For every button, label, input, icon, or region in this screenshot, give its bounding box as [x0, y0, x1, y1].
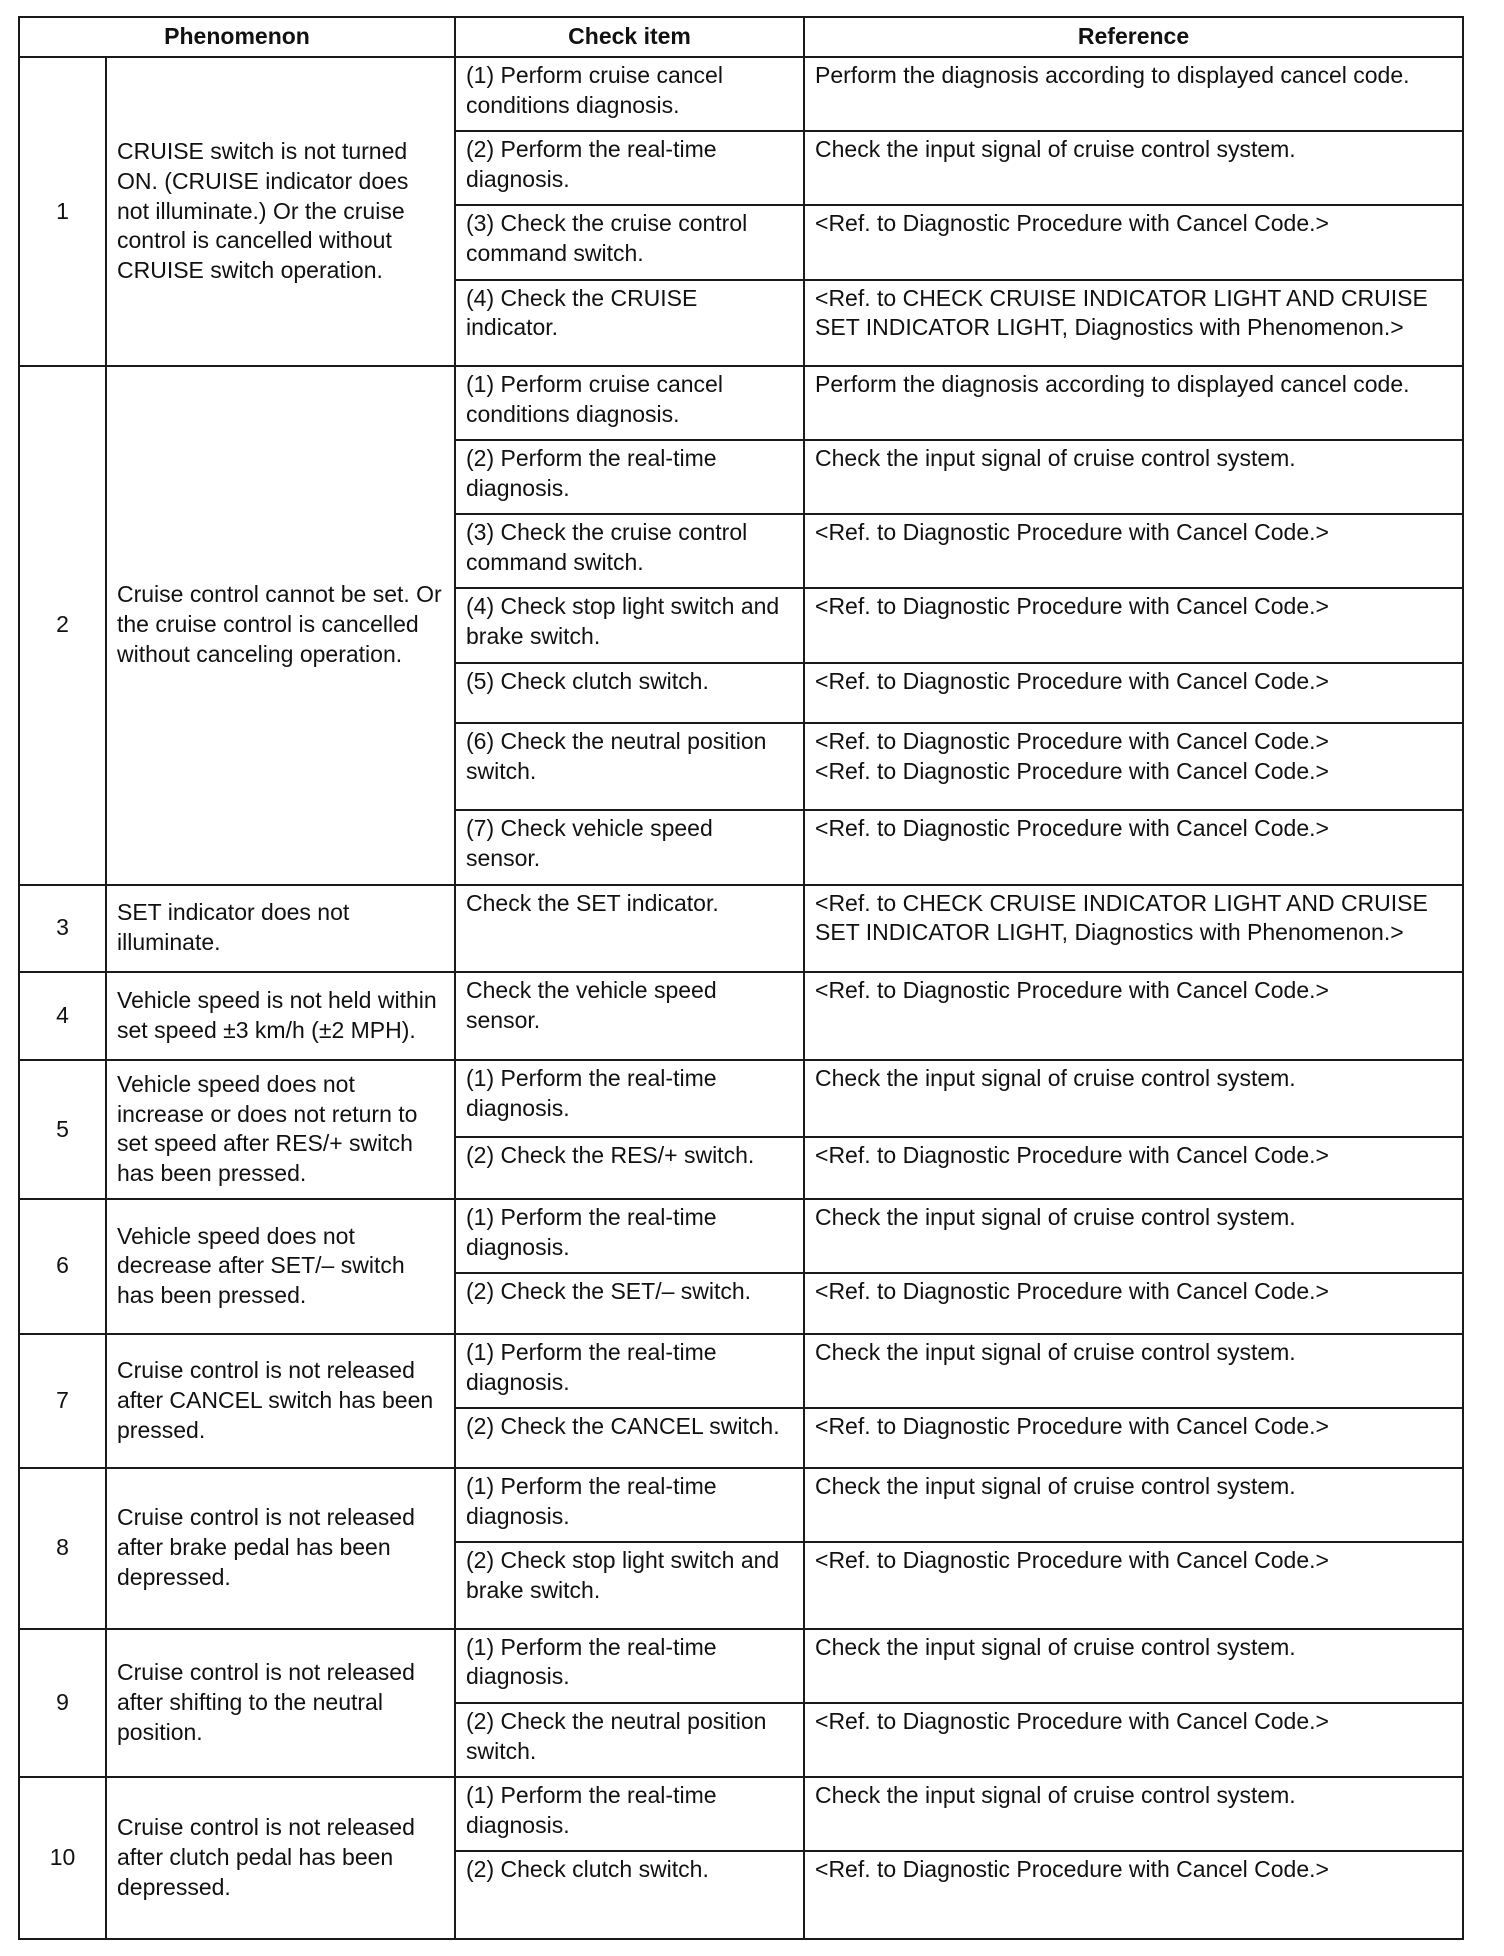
- reference-cell: [804, 810, 1463, 884]
- header-row: [19, 17, 1463, 57]
- phenomenon-cell: CRUISE switch is not turned ON. (CRUISE indicator does not illuminate.) Or the cruise control is cancelled without CRUISE switch operation.: [106, 57, 455, 366]
- row-number: 6: [19, 1199, 106, 1333]
- check-item-cell: Check the vehicle speed sensor.: [455, 972, 804, 1060]
- row-number: 5: [19, 1060, 106, 1200]
- table-row: [19, 1629, 1463, 1703]
- check-item-cell: (2) Check stop light switch and brake switch.: [455, 1542, 804, 1628]
- check-item-cell: (3) Check the cruise control command switch.: [455, 514, 804, 588]
- row-number: 1: [19, 57, 106, 366]
- table-row: [19, 57, 1463, 131]
- reference-cell: [804, 514, 1463, 588]
- table-row: [19, 366, 1463, 440]
- reference-text: Check the input signal of cruise control system.: [815, 445, 1296, 472]
- reference-text: <Ref. to Diagnostic Procedure with Cancel Code.>: [815, 1547, 1329, 1574]
- check-item-cell: (3) Check the cruise control command switch.: [455, 205, 804, 279]
- reference-cell: [804, 1408, 1463, 1468]
- header-phenomenon: Phenomenon: [19, 17, 455, 57]
- reference-cell: [804, 366, 1463, 440]
- reference-text: Check the input signal of cruise control system.: [815, 1781, 1296, 1808]
- reference-cell: [804, 131, 1463, 205]
- phenomenon-cell: Vehicle speed is not held within set speed ±3 km/h (±2 MPH).: [106, 972, 455, 1060]
- reference-text: <Ref. to CHECK CRUISE INDICATOR LIGHT AND CRUISE SET INDICATOR LIGHT, Diagnostics with Phenomenon.>: [815, 889, 1428, 946]
- reference-text: <Ref. to Diagnostic Procedure with Cancel Code.>: [815, 977, 1329, 1004]
- reference-text: <Ref. to Diagnostic Procedure with Cancel Code.>: [815, 757, 1329, 784]
- reference-text: Check the input signal of cruise control system.: [815, 1064, 1296, 1091]
- check-item-cell: (2) Perform the real-time diagnosis.: [455, 131, 804, 205]
- check-item-cell: (1) Perform cruise cancel conditions diagnosis.: [455, 57, 804, 131]
- check-item-cell: (2) Check the RES/+ switch.: [455, 1137, 804, 1200]
- table-row: [19, 1199, 1463, 1273]
- reference-text: <Ref. to Diagnostic Procedure with Cancel Code.>: [815, 1278, 1329, 1305]
- reference-cell: [804, 1851, 1463, 1939]
- reference-text: Check the input signal of cruise control system.: [815, 1472, 1296, 1499]
- table-row: [19, 972, 1463, 1060]
- reference-text: <Ref. to Diagnostic Procedure with Cancel Code.>: [815, 727, 1329, 754]
- phenomenon-cell: Vehicle speed does not increase or does not return to set speed after RES/+ switch has been pressed.: [106, 1060, 455, 1200]
- reference-cell: [804, 723, 1463, 811]
- phenomenon-cell: Cruise control cannot be set. Or the cruise control is cancelled without canceling operation.: [106, 366, 455, 885]
- row-number: 3: [19, 885, 106, 973]
- reference-text: Check the input signal of cruise control system.: [815, 136, 1296, 163]
- check-item-cell: Check the SET indicator.: [455, 885, 804, 973]
- reference-text: <Ref. to Diagnostic Procedure with Cancel Code.>: [815, 593, 1329, 620]
- phenomenon-cell: Cruise control is not released after brake pedal has been depressed.: [106, 1468, 455, 1629]
- reference-cell: [804, 1629, 1463, 1703]
- header-check-item: Check item: [455, 17, 804, 57]
- diagnosis-table: [18, 16, 1464, 1940]
- check-item-cell: (4) Check the CRUISE indicator.: [455, 280, 804, 366]
- reference-cell: [804, 1199, 1463, 1273]
- check-item-cell: (2) Check the SET/– switch.: [455, 1273, 804, 1333]
- reference-cell: [804, 588, 1463, 662]
- check-item-cell: (4) Check stop light switch and brake switch.: [455, 588, 804, 662]
- row-number: 8: [19, 1468, 106, 1629]
- check-item-cell: (1) Perform cruise cancel conditions diagnosis.: [455, 366, 804, 440]
- check-item-cell: (7) Check vehicle speed sensor.: [455, 810, 804, 884]
- reference-text: <Ref. to Diagnostic Procedure with Cancel Code.>: [815, 1141, 1329, 1168]
- reference-text: Check the input signal of cruise control system.: [815, 1204, 1296, 1231]
- row-number: 7: [19, 1334, 106, 1468]
- reference-cell: [804, 885, 1463, 973]
- table-row: [19, 1468, 1463, 1542]
- reference-text: Perform the diagnosis according to displayed cancel code.: [815, 62, 1410, 88]
- reference-text: <Ref. to Diagnostic Procedure with Cancel Code.>: [815, 815, 1329, 842]
- reference-text: <Ref. to Diagnostic Procedure with Cancel Code.>: [815, 1412, 1329, 1439]
- row-number: 9: [19, 1629, 106, 1777]
- reference-cell: [804, 1137, 1463, 1200]
- check-item-cell: (1) Perform the real-time diagnosis.: [455, 1629, 804, 1703]
- header-reference: Reference: [804, 17, 1463, 57]
- reference-text: <Ref. to Diagnostic Procedure with Cancel Code.>: [815, 1707, 1329, 1734]
- reference-text: <Ref. to Diagnostic Procedure with Cancel Code.>: [815, 519, 1329, 546]
- reference-cell: [804, 1060, 1463, 1137]
- phenomenon-cell: Cruise control is not released after CANCEL switch has been pressed.: [106, 1334, 455, 1468]
- reference-cell: [804, 205, 1463, 279]
- reference-text: <Ref. to Diagnostic Procedure with Cancel Code.>: [815, 667, 1329, 694]
- check-item-cell: (1) Perform the real-time diagnosis.: [455, 1468, 804, 1542]
- reference-cell: [804, 663, 1463, 723]
- check-item-cell: (1) Perform the real-time diagnosis.: [455, 1334, 804, 1408]
- check-item-cell: (6) Check the neutral position switch.: [455, 723, 804, 811]
- table-row: [19, 1060, 1463, 1137]
- reference-cell: [804, 280, 1463, 366]
- table-row: [19, 1334, 1463, 1408]
- phenomenon-cell: SET indicator does not illuminate.: [106, 885, 455, 973]
- check-item-cell: (1) Perform the real-time diagnosis.: [455, 1777, 804, 1851]
- row-number: 4: [19, 972, 106, 1060]
- check-item-cell: (2) Perform the real-time diagnosis.: [455, 440, 804, 514]
- reference-text: <Ref. to Diagnostic Procedure with Cancel Code.>: [815, 210, 1329, 237]
- reference-cell: [804, 57, 1463, 131]
- reference-cell: [804, 1273, 1463, 1333]
- check-item-cell: (2) Check the neutral position switch.: [455, 1703, 804, 1777]
- reference-cell: [804, 1468, 1463, 1542]
- reference-text: Check the input signal of cruise control system.: [815, 1633, 1296, 1660]
- reference-text: Check the input signal of cruise control system.: [815, 1338, 1296, 1365]
- phenomenon-cell: Cruise control is not released after clutch pedal has been depressed.: [106, 1777, 455, 1939]
- table-row: [19, 885, 1463, 973]
- check-item-cell: (1) Perform the real-time diagnosis.: [455, 1060, 804, 1137]
- check-item-cell: (2) Check clutch switch.: [455, 1851, 804, 1939]
- reference-cell: [804, 440, 1463, 514]
- reference-text: <Ref. to CHECK CRUISE INDICATOR LIGHT AND CRUISE SET INDICATOR LIGHT, Diagnostics with Phenomenon.>: [815, 284, 1428, 341]
- phenomenon-cell: Vehicle speed does not decrease after SET/– switch has been pressed.: [106, 1199, 455, 1333]
- reference-cell: [804, 1777, 1463, 1851]
- reference-cell: [804, 972, 1463, 1060]
- check-item-cell: (5) Check clutch switch.: [455, 663, 804, 723]
- table-row: [19, 1777, 1463, 1851]
- reference-text: <Ref. to Diagnostic Procedure with Cancel Code.>: [815, 1856, 1329, 1883]
- reference-text: Perform the diagnosis according to displayed cancel code.: [815, 370, 1410, 397]
- reference-cell: [804, 1703, 1463, 1777]
- row-number: 2: [19, 366, 106, 885]
- reference-cell: [804, 1334, 1463, 1408]
- row-number: 10: [19, 1777, 106, 1939]
- check-item-cell: (1) Perform the real-time diagnosis.: [455, 1199, 804, 1273]
- check-item-cell: (2) Check the CANCEL switch.: [455, 1408, 804, 1468]
- phenomenon-cell: Cruise control is not released after shifting to the neutral position.: [106, 1629, 455, 1777]
- reference-cell: [804, 1542, 1463, 1628]
